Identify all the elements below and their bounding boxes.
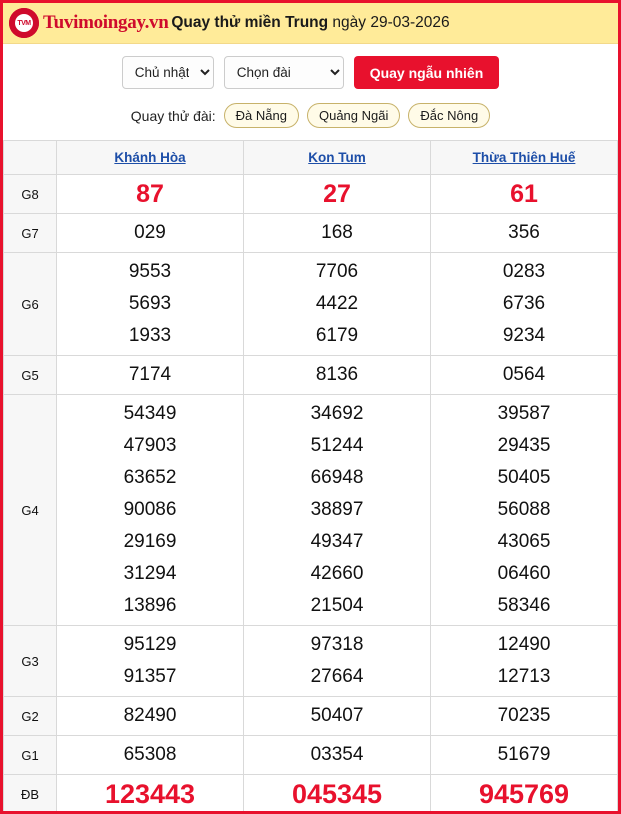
prize-label: G1 — [4, 736, 57, 775]
logo-emblem-icon — [9, 8, 39, 38]
result-number: 029 — [134, 222, 166, 243]
result-number: 7174 — [128, 364, 172, 385]
result-number: 6179 — [315, 325, 359, 346]
result-number: 34692 — [310, 403, 364, 424]
prize-label: G5 — [4, 356, 57, 395]
result-number: 90086 — [123, 499, 177, 520]
table-row — [4, 736, 618, 775]
result-number: 9234 — [502, 325, 546, 346]
result-number: 39587 — [497, 403, 551, 424]
result-cell — [244, 626, 431, 697]
prize-label: G6 — [4, 253, 57, 356]
result-number: 87 — [136, 180, 164, 208]
result-cell — [57, 775, 244, 814]
result-number: 8136 — [315, 364, 359, 385]
site-logo[interactable] — [3, 8, 169, 38]
result-cell — [244, 697, 431, 736]
prize-label: G4 — [4, 395, 57, 626]
logo-emblem-label: TVM — [15, 14, 33, 32]
result-cell — [244, 214, 431, 253]
table-row — [4, 253, 618, 356]
table-row — [4, 395, 618, 626]
result-cell — [431, 775, 618, 814]
result-number: 7706 — [315, 261, 359, 282]
quick-station-row — [3, 95, 618, 140]
result-number: 27664 — [310, 666, 364, 687]
result-cell — [57, 626, 244, 697]
result-cell — [57, 697, 244, 736]
result-cell — [431, 214, 618, 253]
result-cell — [244, 736, 431, 775]
result-number: 0564 — [502, 364, 546, 385]
page-title-bold: Quay thử miền Trung — [171, 14, 329, 31]
prize-label: G7 — [4, 214, 57, 253]
result-number: 6736 — [502, 293, 546, 314]
result-number: 63652 — [123, 467, 177, 488]
result-number: 42660 — [310, 563, 364, 584]
result-number: 51244 — [310, 435, 364, 456]
result-number: 5693 — [128, 293, 172, 314]
result-number: 0283 — [502, 261, 546, 282]
result-cell — [431, 175, 618, 214]
result-number: 97318 — [310, 634, 364, 655]
col-station-0[interactable]: Khánh Hòa — [57, 141, 244, 175]
page-title-date: ngày 29-03-2026 — [328, 14, 450, 31]
result-number: 13896 — [123, 595, 177, 616]
result-number: 70235 — [497, 705, 551, 726]
results-table-wrap — [3, 140, 618, 814]
result-number: 61 — [510, 180, 538, 208]
result-number: 168 — [321, 222, 353, 243]
result-number: 356 — [508, 222, 540, 243]
page-header — [3, 3, 618, 44]
result-number: 12490 — [497, 634, 551, 655]
result-number: 51679 — [497, 744, 551, 765]
prize-label: G2 — [4, 697, 57, 736]
table-row — [4, 697, 618, 736]
quick-chip-1[interactable]: Quảng Ngãi — [307, 103, 400, 128]
quick-chip-2[interactable]: Đắc Nông — [408, 103, 490, 128]
result-cell — [431, 356, 618, 395]
result-cell — [244, 775, 431, 814]
result-number: 31294 — [123, 563, 177, 584]
quick-station-label: Quay thử đài: — [130, 107, 216, 124]
table-row — [4, 214, 618, 253]
result-cell — [244, 356, 431, 395]
result-number: 29169 — [123, 531, 177, 552]
results-table-body — [4, 175, 618, 814]
result-cell — [57, 395, 244, 626]
result-cell — [244, 253, 431, 356]
result-cell — [431, 253, 618, 356]
result-number: 29435 — [497, 435, 551, 456]
result-cell — [431, 736, 618, 775]
result-number: 43065 — [497, 531, 551, 552]
result-number: 54349 — [123, 403, 177, 424]
result-number: 12713 — [497, 666, 551, 687]
col-station-1[interactable]: Kon Tum — [244, 141, 431, 175]
random-spin-button[interactable]: Quay ngẫu nhiên — [354, 56, 500, 89]
results-table — [3, 140, 618, 814]
result-number: 56088 — [497, 499, 551, 520]
col-station-2[interactable]: Thừa Thiên Huế — [431, 141, 618, 175]
prize-label: ĐB — [4, 775, 57, 814]
quick-chip-0[interactable]: Đà Nẵng — [224, 103, 299, 128]
station-select[interactable] — [224, 56, 344, 89]
result-cell — [431, 626, 618, 697]
result-cell — [57, 253, 244, 356]
result-number: 50405 — [497, 467, 551, 488]
table-row — [4, 356, 618, 395]
results-table-head — [4, 141, 618, 175]
result-number: 50407 — [310, 705, 364, 726]
result-cell — [244, 175, 431, 214]
result-number: 58346 — [497, 595, 551, 616]
result-number: 82490 — [123, 705, 177, 726]
result-number: 66948 — [310, 467, 364, 488]
result-number: 945769 — [478, 779, 570, 809]
result-cell — [244, 395, 431, 626]
table-row — [4, 626, 618, 697]
result-number: 4422 — [315, 293, 359, 314]
result-number: 27 — [323, 180, 351, 208]
table-header-row — [4, 141, 618, 175]
result-number: 65308 — [123, 744, 177, 765]
result-cell — [57, 214, 244, 253]
result-cell — [57, 736, 244, 775]
table-row — [4, 775, 618, 814]
result-number: 9553 — [128, 261, 172, 282]
day-select[interactable] — [122, 56, 214, 89]
prize-label: G8 — [4, 175, 57, 214]
logo-text: Tuvimoingay.vn — [43, 12, 169, 33]
result-number: 47903 — [123, 435, 177, 456]
result-number: 38897 — [310, 499, 364, 520]
result-number: 123443 — [104, 779, 196, 809]
result-number: 95129 — [123, 634, 177, 655]
result-number: 49347 — [310, 531, 364, 552]
result-cell — [57, 356, 244, 395]
controls-bar — [3, 44, 618, 95]
result-number: 03354 — [310, 744, 364, 765]
table-row — [4, 175, 618, 214]
result-number: 91357 — [123, 666, 177, 687]
result-number: 1933 — [128, 325, 172, 346]
result-number: 06460 — [497, 563, 551, 584]
result-cell — [431, 395, 618, 626]
prize-label: G3 — [4, 626, 57, 697]
col-prize — [4, 141, 57, 175]
result-cell — [57, 175, 244, 214]
result-number: 045345 — [291, 779, 383, 809]
result-number: 21504 — [310, 595, 364, 616]
result-cell — [431, 697, 618, 736]
